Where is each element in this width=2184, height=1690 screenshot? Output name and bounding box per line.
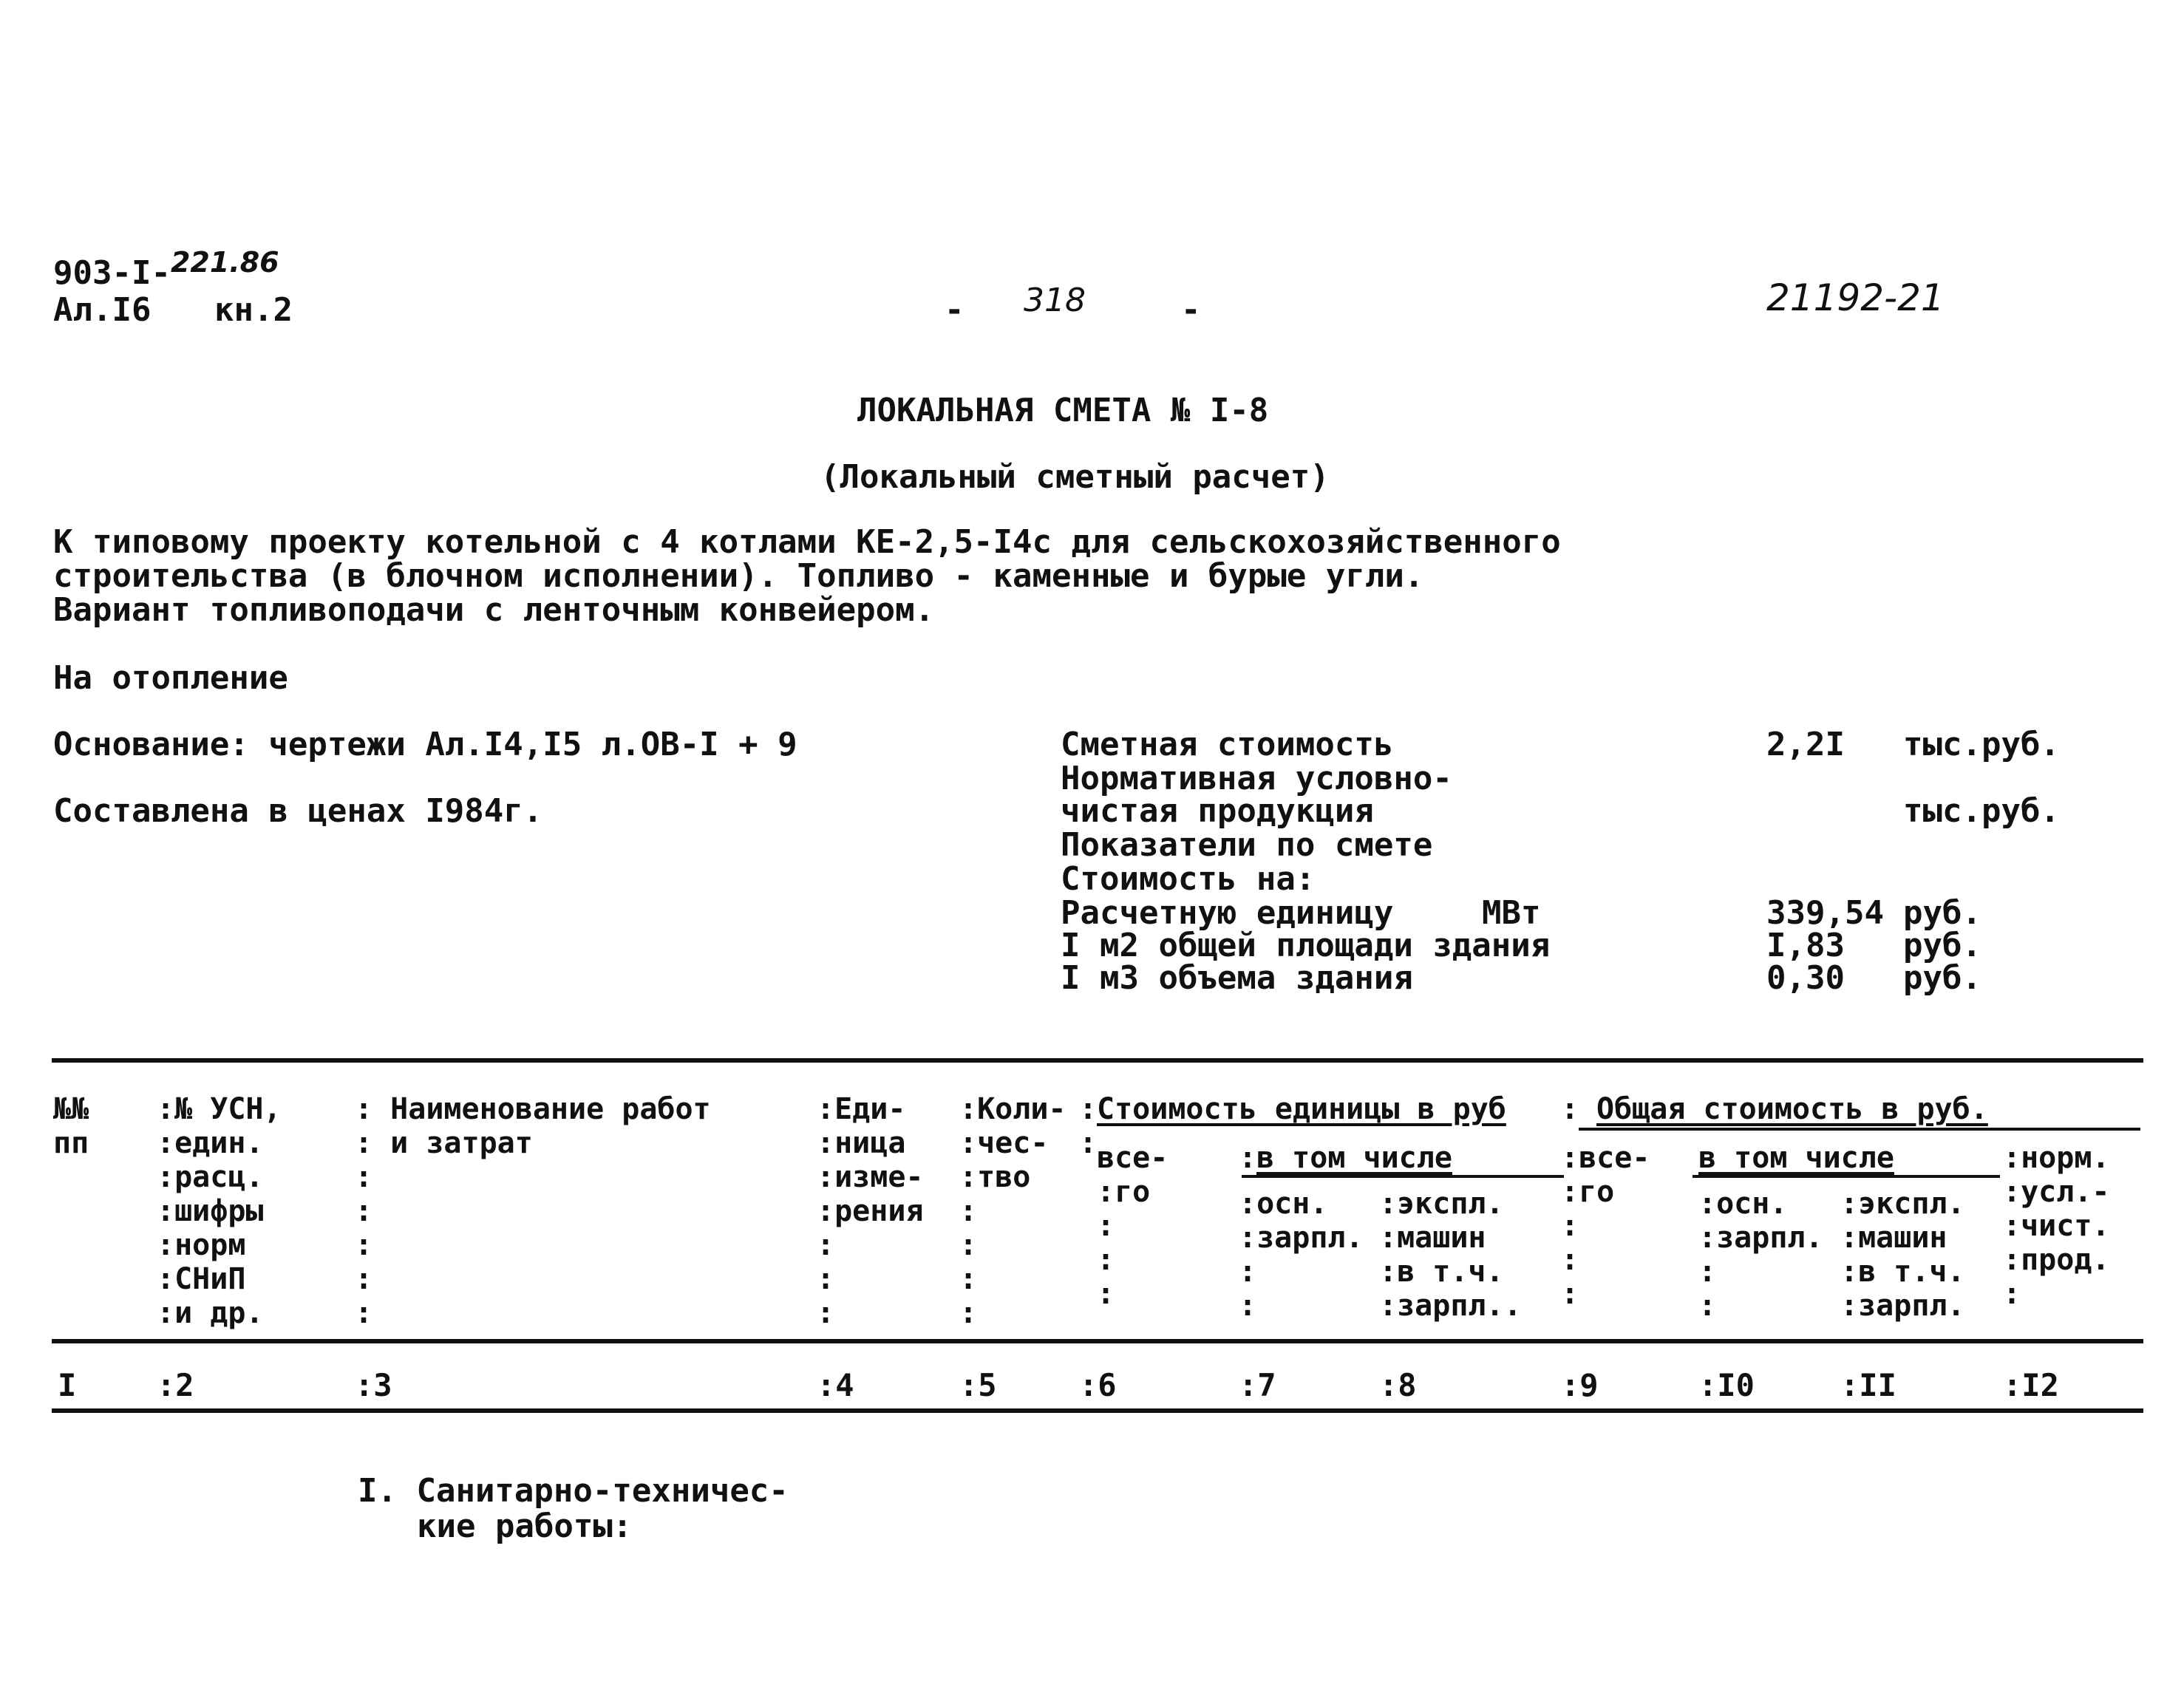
description-line-2: строительства (в блочном исполнении). Топливо - каменные и бурые угли. [53, 557, 1424, 595]
header-col-4: :Еди- :ница :изме- :рения : : : [817, 1092, 924, 1330]
description-line-1: К типовому проекту котельной с 4 котлами КЕ-2,5-I4с для сельскохозяйственного [53, 523, 1561, 561]
column-number: :I0 [1698, 1367, 1755, 1403]
colon-6-second: : [1079, 1126, 1098, 1160]
book-number: кн.2 [214, 291, 293, 329]
unit-cost-header: Стоимость единицы в руб [1097, 1092, 1506, 1126]
purpose: На отопление [53, 659, 288, 697]
document-number: 21192-21 [1766, 276, 1945, 319]
prices-year: Составлена в ценах I984г. [53, 792, 543, 830]
indicators-label: Показатели по смете [1061, 826, 1433, 864]
colon-6-top: : [1079, 1092, 1098, 1126]
unit-label: Расчетную единицу [1061, 894, 1394, 932]
m2-currency: руб. [1903, 927, 1981, 964]
header-bottom-rule [52, 1339, 2143, 1343]
incl-header-1: в том числе [1256, 1141, 1452, 1175]
section-title-line-1: I. Санитарно-техничес- [358, 1472, 789, 1510]
cost-per-label: Стоимость на: [1061, 860, 1316, 898]
normative-label-1: Нормативная условно- [1061, 760, 1452, 797]
page-subtitle: (Локальный сметный расчет) [820, 458, 1330, 496]
project-code [53, 246, 279, 292]
unit-value: 339,54 [1766, 894, 1884, 932]
page-dash-right: - [1181, 291, 1201, 329]
header-col-1: №№ пп [53, 1092, 89, 1160]
section-title-line-2: кие работы: [417, 1507, 633, 1545]
header-col-10: :осн. :зарпл. : : [1698, 1187, 1823, 1323]
incl-underline-1 [1242, 1175, 1564, 1178]
unit-measure: МВт [1482, 894, 1541, 932]
page-number: 318 [1024, 282, 1086, 319]
column-number: :4 [817, 1367, 854, 1403]
m3-label: I м3 объема здания [1061, 959, 1413, 997]
header-col-3: : Наименование работ : и затрат : : : : : [355, 1092, 711, 1330]
column-number: :2 [157, 1367, 194, 1403]
header-col-5: :Коли- :чес- :тво : : : : [959, 1092, 1067, 1330]
header-col-6: все- :го : : : [1097, 1141, 1168, 1311]
column-number: :9 [1561, 1367, 1599, 1403]
m2-value: I,83 [1766, 927, 1845, 964]
incl-header-2: в том числе [1698, 1141, 1894, 1175]
album-number: Ал.I6 [53, 291, 152, 329]
estimated-cost-unit: тыс.руб. [1903, 726, 2060, 763]
header-col-12: :норм. :усл.- :чист. :прод. : [2003, 1141, 2110, 1311]
normative-unit: тыс.руб. [1903, 792, 2060, 830]
column-number: :I2 [2003, 1367, 2059, 1403]
project-code-prefix: 903-I- [53, 254, 171, 292]
description-line-3: Вариант топливоподачи с ленточным конвейером. [53, 591, 935, 629]
page-title: ЛОКАЛЬНАЯ СМЕТА № I-8 [857, 392, 1269, 429]
header-col-11: :экспл. :машин :в т.ч. :зарпл. [1840, 1187, 1965, 1323]
unit-currency: руб. [1903, 894, 1981, 932]
colon-9-top: : [1561, 1092, 1579, 1126]
m2-label: I м2 общей площади здания [1061, 927, 1551, 964]
normative-label-2: чистая продукция [1061, 792, 1374, 830]
m3-currency: руб. [1903, 959, 1981, 997]
header-col-8: :экспл. :машин :в т.ч. :зарпл.. [1379, 1187, 1522, 1323]
header-col-9: :все- :го : : : [1561, 1141, 1650, 1311]
total-cost-header: Общая стоимость в руб. [1596, 1092, 1988, 1126]
m3-value: 0,30 [1766, 959, 1845, 997]
column-number: :5 [959, 1367, 997, 1403]
header-col-7: :осн. :зарпл. : : [1239, 1187, 1364, 1323]
column-number: :3 [355, 1367, 392, 1403]
table-bottom-rule [52, 1408, 2143, 1413]
column-number: :II [1840, 1367, 1896, 1403]
incl-underline-2 [1693, 1175, 2000, 1178]
column-number: :8 [1379, 1367, 1417, 1403]
header-col-2: :№ УСН, :един. :расц. :шифры :норм :СНиП :и др. [157, 1092, 282, 1330]
estimated-cost-value: 2,2I [1766, 726, 1845, 763]
table-top-rule [52, 1058, 2143, 1063]
column-number: :6 [1079, 1367, 1117, 1403]
project-code-handwritten: 221.86 [170, 246, 279, 279]
total-cost-underline [1579, 1128, 2140, 1131]
page-dash-left: - [945, 291, 965, 329]
column-number: I [58, 1367, 77, 1403]
colon-7-top: : [1239, 1141, 1257, 1175]
column-number: :7 [1239, 1367, 1276, 1403]
basis: Основание: чертежи Ал.I4,I5 л.ОВ-I + 9 [53, 726, 797, 763]
estimated-cost-label: Сметная стоимость [1061, 726, 1394, 763]
